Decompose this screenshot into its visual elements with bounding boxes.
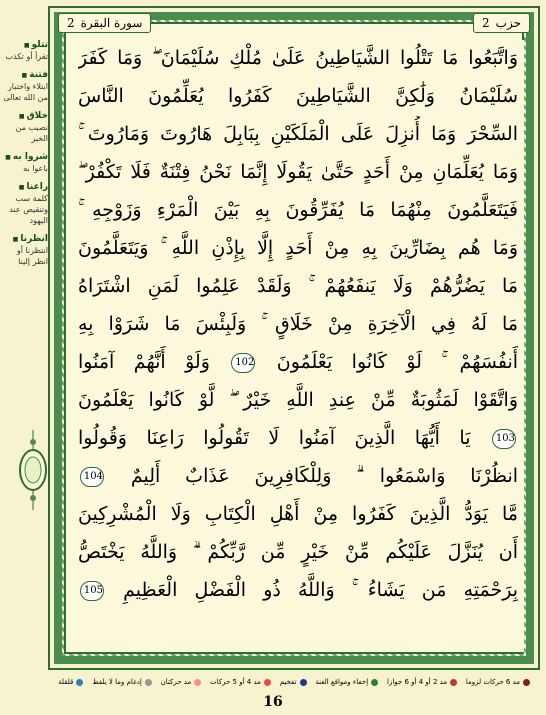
legend-dot [76,679,83,686]
legend-dot [300,679,307,686]
legend-dot [523,679,530,686]
legend-item: قلقلة [58,678,83,686]
text-line: السِّحْرَ وَمَا أُنزِلَ عَلَى الْمَلَكَيْنِ بِبَابِلَ هَارُوتَ وَمَارُوتَ ۚ [78,123,518,145]
text-line: مَا يَضُرُّهُمْ وَلَا يَنفَعُهُمْ ۚ وَلَقَدْ عَلِمُوا لَمَنِ اشْتَرَاهُ [78,275,518,297]
note-word: راعنا ■ [2,182,48,193]
text-line: وَاتَّقَوْا لَمَثُوبَةٌ مِّنْ عِندِ اللَّهِ خَيْرٌ ۖ لَّوْ كَانُوا يَعْلَمُونَ [78,389,518,411]
legend-dot [450,679,457,686]
margin-notes [2,40,48,275]
text-line: سُلَيْمَانُ وَلَٰكِنَّ الشَّيَاطِينَ كَفَرُوا يُعَلِّمُونَ النَّاسَ [78,85,518,107]
legend-dot [371,679,378,686]
note-word: انظرنا ■ [2,234,48,245]
legend-item: مد 6 حركات لزوما [466,678,530,686]
margin-note [2,234,48,267]
text-line: مَا لَهُ فِي الْآخِرَةِ مِنْ خَلَاقٍ ۚ وَلَبِئْسَ مَا شَرَوْا بِهِ [78,313,518,335]
hizb-box [473,13,530,33]
legend-item: مد حركتان [161,678,202,686]
text-line: مَّا يَوَدُّ الَّذِينَ كَفَرُوا مِنْ أَهْلِ الْكِتَابِ وَلَا الْمُشْرِكِينَ [78,503,518,525]
surah-name: سورة البقرة [80,16,143,30]
ayah-number-marker: 105 [80,581,104,601]
note-gloss: باعوا به [23,164,48,173]
legend-item: إخفاء ومواقع الغنة [315,678,378,686]
quran-text [72,40,524,652]
medallion-ornament-icon [18,430,48,510]
text-line: انظُرْنَا وَاسْمَعُوا ۗ وَلِلْكَافِرِينَ عَذَابٌ أَلِيمٌ 104 [78,458,518,494]
text-line: 103 يَا أَيُّهَا الَّذِينَ آمَنُوا لَا تَقُولُوا رَاعِنَا وَقُولُوا [78,427,516,449]
hizb-medallion-icon [18,430,48,510]
margin-note [2,182,48,226]
legend-dot [194,679,201,686]
note-word: فتنة ■ [2,70,48,81]
juz-number: 2 [67,16,75,30]
margin-note [2,152,48,174]
legend-item: تفخيم [280,678,307,686]
hizb-number: 2 [482,16,490,30]
legend-dot [145,679,152,686]
text-line: وَمَا هُم بِضَارِّينَ بِهِ مِنْ أَحَدٍ إِلَّا بِإِذْنِ اللَّهِ ۚ وَيَتَعَلَّمُونَ [78,237,518,259]
legend-item: مد 4 أو 5 حركات [210,678,271,686]
note-gloss: كلمة سب وتنقيص عند اليهود [9,194,48,225]
note-word: خلاق ■ [2,111,48,122]
note-word: شروا به ■ [2,152,48,163]
margin-note [2,40,48,62]
text-line: أَن يُنَزَّلَ عَلَيْكُم مِّنْ خَيْرٍ مِّن رَّبِّكُمْ ۗ وَاللَّهُ يَخْتَصُّ [78,541,518,563]
juz-box [58,13,151,33]
note-gloss: نصيب من الخير [15,123,48,143]
page-header [58,12,530,34]
text-line: فَيَتَعَلَّمُونَ مِنْهُمَا مَا يُفَرِّقُونَ بِهِ بَيْنَ الْمَرْءِ وَزَوْجِهِ ۚ [78,199,518,221]
margin-note [2,111,48,144]
page-number: 16 [263,694,283,710]
hizb-label: حزب [495,16,521,30]
legend-item: إدغام وما لا يلفظ [92,678,152,686]
note-gloss: انتظرنا أو انظر إلينا [16,246,48,266]
text-line: بِرَحْمَتِهِ مَن يَشَاءُ ۚ وَاللَّهُ ذُو الْفَضْلِ الْعَظِيمِ 105 [78,572,518,608]
ayah-number-marker: 102 [231,353,255,373]
text-line: أَنفُسَهُمْ ۚ لَوْ كَانُوا يَعْلَمُونَ 102 وَلَوْ أَنَّهُمْ آمَنُوا [78,351,518,373]
legend-dot [264,679,271,686]
legend-item: مد 2 أو 4 أو 6 جوازا [387,678,457,686]
ayah-number-marker: 103 [492,429,516,449]
note-gloss: ابتلاء واختبار من الله تعالى [3,82,48,102]
text-line: وَمَا يُعَلِّمَانِ مِنْ أَحَدٍ حَتَّىٰ يَقُولَا إِنَّمَا نَحْنُ فِتْنَةٌ فَلَا تَكْفُرْ ۖ [78,161,518,183]
text-line: وَاتَّبَعُوا مَا تَتْلُوا الشَّيَاطِينُ عَلَىٰ مُلْكِ سُلَيْمَانَ ۖ وَمَا كَفَرَ [78,47,518,69]
ayah-number-marker: 104 [80,467,104,487]
tajweed-legend [58,672,530,692]
margin-note [2,70,48,103]
note-word: تتلو ■ [2,40,48,51]
note-gloss: تقرأ أو تكذب [5,52,48,61]
